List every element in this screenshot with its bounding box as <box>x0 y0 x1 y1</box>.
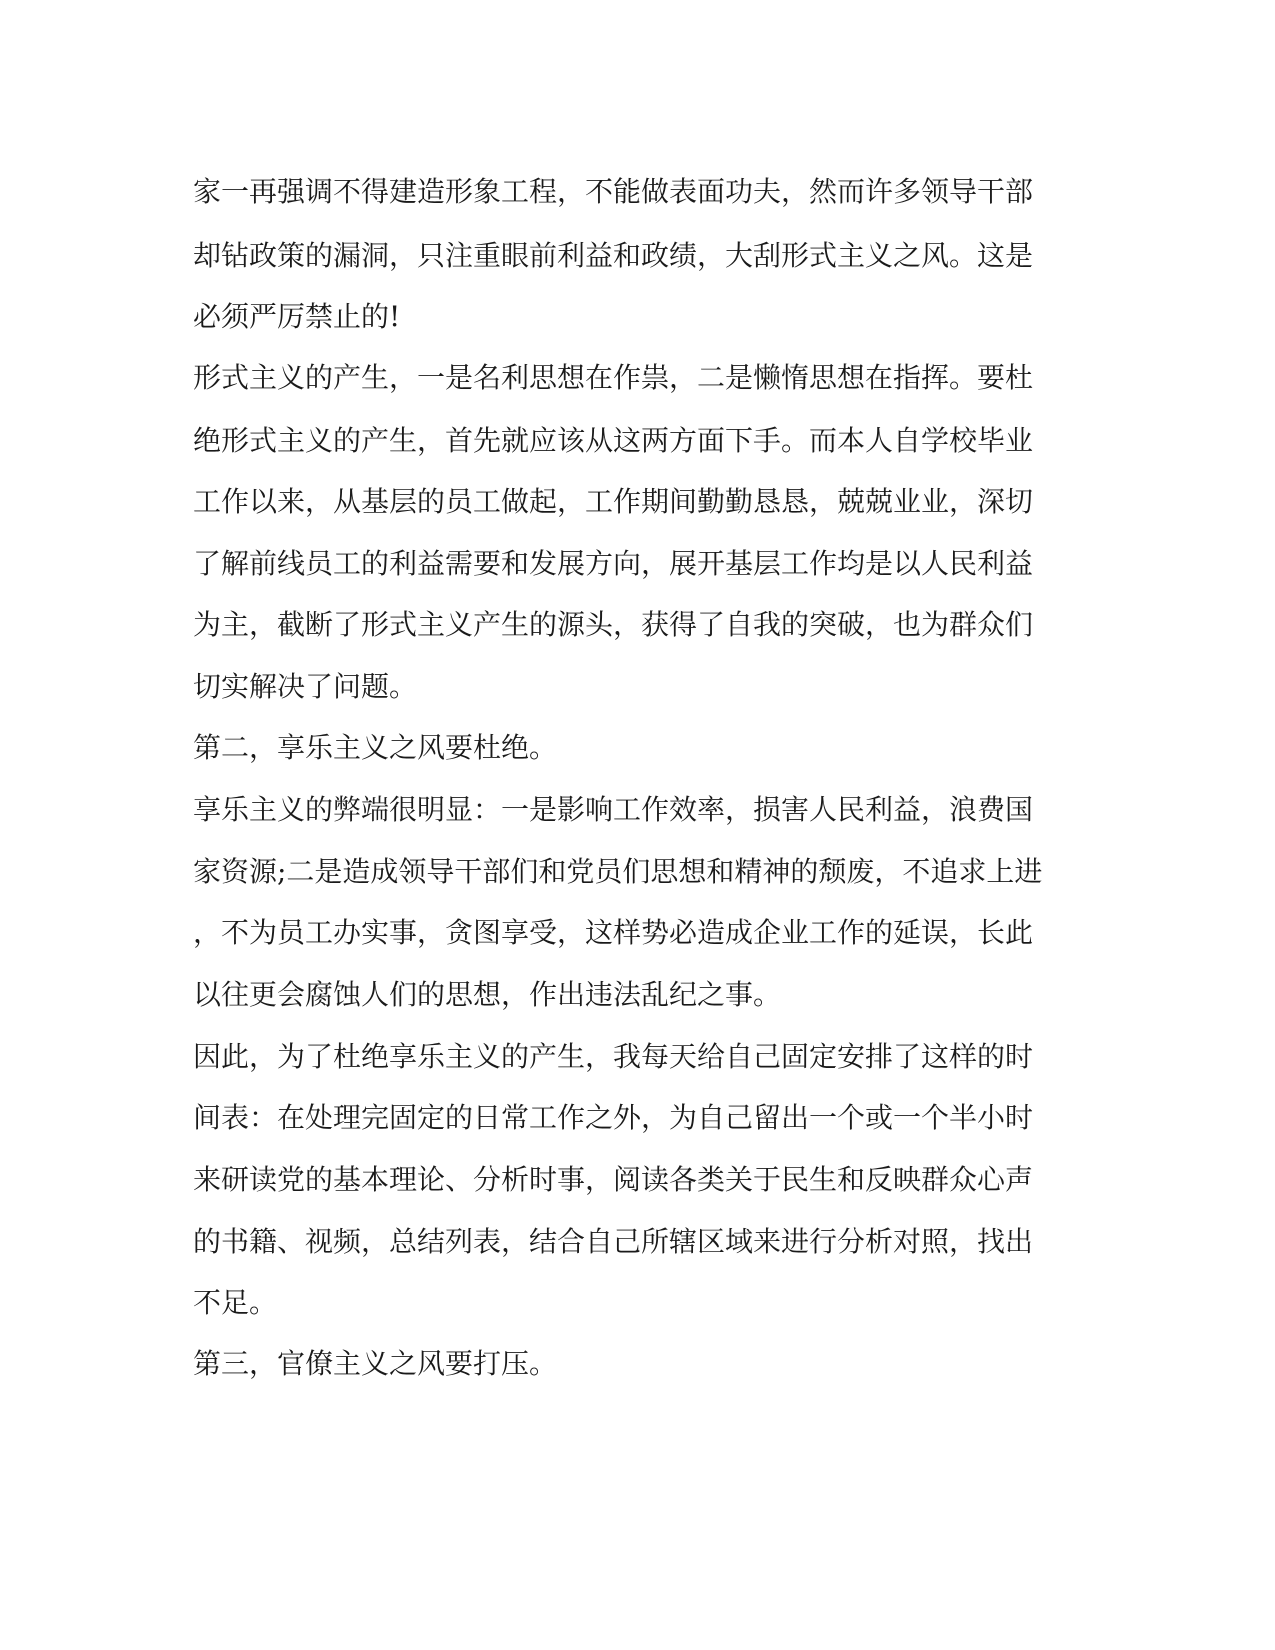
text-line: 不足。 <box>193 1286 278 1319</box>
text-line: 来研读党的基本理论、分析时事，阅读各类关于民生和反映群众心声 <box>193 1163 1034 1196</box>
text-line: 以往更会腐蚀人们的思想，作出违法乱纪之事。 <box>193 978 782 1011</box>
text-line: 的书籍、视频，总结列表，结合自己所辖区域来进行分析对照，找出 <box>193 1225 1034 1258</box>
text-line: 家资源;二是造成领导干部们和党员们思想和精神的颓废，不追求上进 <box>193 855 1043 888</box>
text-line: 为主，截断了形式主义产生的源头，获得了自我的突破，也为群众们 <box>193 608 1034 641</box>
text-line: 享乐主义的弊端很明显：一是影响工作效率，损害人民利益，浪费国 <box>193 793 1034 826</box>
text-line: 必须严厉禁止的! <box>193 300 401 333</box>
section-heading: 第二，享乐主义之风要杜绝。 <box>193 731 558 764</box>
text-line: 绝形式主义的产生，首先就应该从这两方面下手。而本人自学校毕业 <box>193 424 1034 457</box>
text-line: 却钻政策的漏洞，只注重眼前利益和政绩，大刮形式主义之风。这是 <box>193 239 1034 272</box>
text-line: 形式主义的产生，一是名利思想在作祟，二是懒惰思想在指挥。要杜 <box>193 361 1034 394</box>
text-line: 家一再强调不得建造形象工程，不能做表面功夫，然而许多领导干部 <box>193 175 1034 208</box>
text-line: 切实解决了问题。 <box>193 670 418 703</box>
text-line: 因此，为了杜绝享乐主义的产生，我每天给自己固定安排了这样的时 <box>193 1040 1034 1073</box>
text-line: 间表：在处理完固定的日常工作之外，为自己留出一个或一个半小时 <box>193 1101 1034 1134</box>
text-line: 了解前线员工的利益需要和发展方向，展开基层工作均是以人民利益 <box>193 547 1034 580</box>
text-line: ，不为员工办实事，贪图享受，这样势必造成企业工作的延误，长此 <box>193 916 1034 949</box>
section-heading: 第三，官僚主义之风要打压。 <box>193 1347 558 1380</box>
text-line: 工作以来，从基层的员工做起，工作期间勤勤恳恳，兢兢业业，深切 <box>193 485 1034 518</box>
